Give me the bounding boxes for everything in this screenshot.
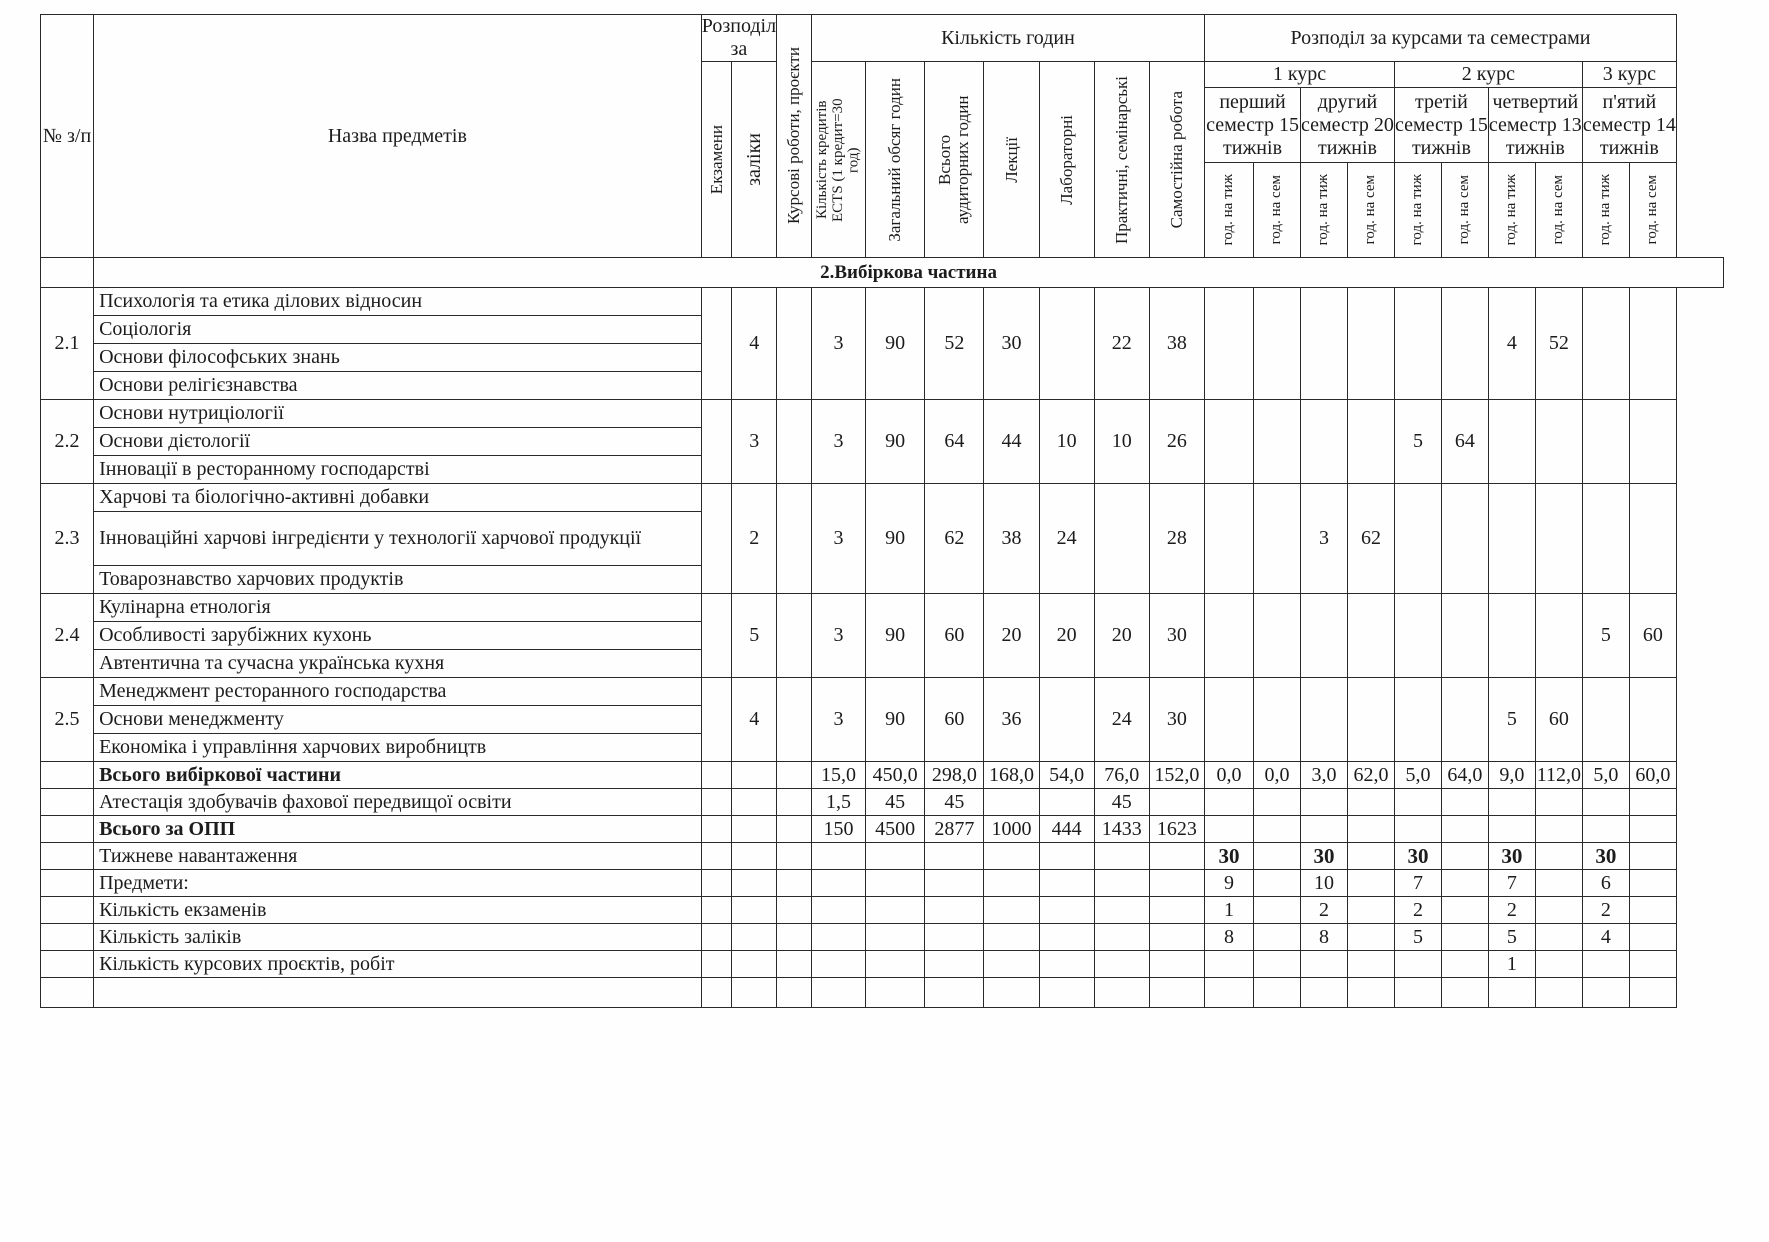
- semester-5-header: п'ятий семестр 14 тижнів: [1582, 88, 1676, 163]
- sem-cell: [1488, 484, 1535, 594]
- lab-cell: 20: [1039, 594, 1094, 678]
- summary-label: Кількість курсових проєктів, робіт: [94, 951, 702, 978]
- sem-cell: 3: [1301, 484, 1348, 594]
- sem-cell: [1394, 484, 1441, 594]
- subject-name: Товарознавство харчових продуктів: [94, 566, 702, 594]
- sem-cell: 4: [1488, 288, 1535, 400]
- subject-name: Кулінарна етнологія: [94, 594, 702, 622]
- total-cell: 90: [866, 678, 925, 762]
- pract-cell: 10: [1094, 400, 1149, 484]
- sem-cell: [1488, 400, 1535, 484]
- sem-total-cell: 5,0: [1394, 762, 1441, 789]
- course-2-header: 2 курс: [1394, 62, 1582, 88]
- total-elective-row: [41, 762, 1724, 789]
- table-row: [41, 678, 1724, 706]
- sem-cell: [1582, 484, 1629, 594]
- col-num-header: № з/п: [41, 15, 94, 258]
- sem-cell: [1254, 288, 1301, 400]
- summary-value: 7: [1488, 870, 1535, 897]
- sem-cell: 5: [1488, 678, 1535, 762]
- group-code: 2.5: [41, 678, 94, 762]
- labs-header: Лабораторні: [1039, 62, 1094, 258]
- self-work-header: Самостійна робота: [1149, 62, 1204, 258]
- ects-cell: 3: [811, 484, 865, 594]
- rozpodil-header: Розподіл за: [701, 15, 777, 60]
- curriculum-table: [40, 14, 1724, 1008]
- summary-value: 1: [1488, 951, 1535, 978]
- summary-row: [41, 951, 1724, 978]
- course-3-header: 3 курс: [1582, 62, 1676, 88]
- rozpodil-kursy-header: Розподіл за курсами та семестрами: [1205, 15, 1677, 62]
- sem-total-cell: 3,0: [1301, 762, 1348, 789]
- sem-cell: 60: [1535, 678, 1582, 762]
- sem-cell: [1441, 484, 1488, 594]
- self-cell: 26: [1149, 400, 1204, 484]
- subject-name: Основи релігієзнавства: [94, 372, 702, 400]
- practice-header: Практичні, семінарські: [1094, 62, 1149, 258]
- sem-cell: [1441, 288, 1488, 400]
- sem-cell: [1205, 484, 1254, 594]
- total-cell: 4500: [866, 816, 925, 843]
- total-cell: 1623: [1149, 816, 1204, 843]
- semester-2-header: другий семестр 20 тижнів: [1301, 88, 1395, 163]
- lect-cell: 30: [984, 288, 1039, 400]
- kilkist-hodyn-header: Кількість годин: [811, 15, 1204, 62]
- sem-cell: [1205, 400, 1254, 484]
- attestation-pract: 45: [1094, 789, 1149, 816]
- summary-value: 30: [1205, 843, 1254, 870]
- total-cell: 54,0: [1039, 762, 1094, 789]
- summary-value: 2: [1301, 897, 1348, 924]
- per-week-header: год. на тиж: [1301, 163, 1348, 258]
- subject-name: Психологія та етика ділових відносин: [94, 288, 702, 316]
- subject-name: Основи філософських знань: [94, 344, 702, 372]
- lab-cell: 10: [1039, 400, 1094, 484]
- summary-value: [1582, 951, 1629, 978]
- lect-cell: 44: [984, 400, 1039, 484]
- lab-cell: 24: [1039, 484, 1094, 594]
- semester-1-header: перший семестр 15 тижнів: [1205, 88, 1301, 163]
- sem-cell: [1347, 678, 1394, 762]
- sem-cell: [1629, 288, 1676, 400]
- summary-value: 30: [1301, 843, 1348, 870]
- sem-cell: [1394, 594, 1441, 678]
- summary-value: 1: [1205, 897, 1254, 924]
- summary-value: 9: [1205, 870, 1254, 897]
- summary-value: [1394, 951, 1441, 978]
- sem-cell: 60: [1629, 594, 1676, 678]
- aud-cell: 60: [925, 594, 984, 678]
- per-sem-header: год. на сем: [1254, 163, 1301, 258]
- sem-cell: [1535, 400, 1582, 484]
- section-row: [41, 258, 1724, 288]
- sem-cell: 5: [1582, 594, 1629, 678]
- summary-label: Тижневе навантаження: [94, 843, 702, 870]
- sem-cell: [1441, 594, 1488, 678]
- ects-cell: 3: [811, 594, 865, 678]
- summary-label: Кількість екзаменів: [94, 897, 702, 924]
- total-elective-label: Всього вибіркової частини: [94, 762, 702, 789]
- pract-cell: [1094, 484, 1149, 594]
- self-cell: 30: [1149, 678, 1204, 762]
- lect-cell: 36: [984, 678, 1039, 762]
- subject-name: Особливості зарубіжних кухонь: [94, 622, 702, 650]
- summary-value: 5: [1394, 924, 1441, 951]
- subject-name: Харчові та біологічно-активні добавки: [94, 484, 702, 512]
- subject-name: Основи дієтології: [94, 428, 702, 456]
- sem-cell: 64: [1441, 400, 1488, 484]
- aud-cell: 64: [925, 400, 984, 484]
- semester-4-header: четвертий семестр 13 тижнів: [1488, 88, 1582, 163]
- total-cell: 444: [1039, 816, 1094, 843]
- col-name-header: Назва предметів: [94, 15, 702, 258]
- sem-cell: [1205, 678, 1254, 762]
- lectures-header: Лекції: [984, 62, 1039, 258]
- lab-cell: [1039, 288, 1094, 400]
- total-opp-label: Всього за ОПП: [94, 816, 702, 843]
- sem-cell: [1254, 678, 1301, 762]
- sem-cell: [1301, 288, 1348, 400]
- total-cell: 2877: [925, 816, 984, 843]
- total-cell: 90: [866, 400, 925, 484]
- table-row: [41, 484, 1724, 512]
- attestation-aud: 45: [925, 789, 984, 816]
- sem-total-cell: 0,0: [1254, 762, 1301, 789]
- attestation-ects: 1,5: [811, 789, 865, 816]
- sem-total-cell: 64,0: [1441, 762, 1488, 789]
- aud-cell: 60: [925, 678, 984, 762]
- summary-label: Предмети:: [94, 870, 702, 897]
- pract-cell: 20: [1094, 594, 1149, 678]
- group-code: 2.4: [41, 594, 94, 678]
- summary-value: 8: [1301, 924, 1348, 951]
- total-cell: 1000: [984, 816, 1039, 843]
- group-code: 2.3: [41, 484, 94, 594]
- total-cell: 90: [866, 484, 925, 594]
- lab-cell: [1039, 678, 1094, 762]
- zalik-cell: 4: [732, 288, 777, 400]
- self-cell: 30: [1149, 594, 1204, 678]
- sem-cell: 5: [1394, 400, 1441, 484]
- total-cell: 298,0: [925, 762, 984, 789]
- sem-cell: [1441, 678, 1488, 762]
- sem-cell: [1254, 484, 1301, 594]
- ects-header: Кількість кредитів ECTS (1 кредит=30 год): [811, 62, 865, 258]
- per-sem-header: год. на сем: [1441, 163, 1488, 258]
- aud-cell: 52: [925, 288, 984, 400]
- summary-value: 2: [1582, 897, 1629, 924]
- sem-cell: 62: [1347, 484, 1394, 594]
- total-cell: 90: [866, 288, 925, 400]
- ects-cell: 3: [811, 400, 865, 484]
- attestation-row: [41, 789, 1724, 816]
- ects-cell: 3: [811, 288, 865, 400]
- sem-cell: [1488, 594, 1535, 678]
- total-cell: 152,0: [1149, 762, 1204, 789]
- course-1-header: 1 курс: [1205, 62, 1395, 88]
- per-week-header: год. на тиж: [1394, 163, 1441, 258]
- sem-cell: [1347, 594, 1394, 678]
- sem-cell: [1205, 288, 1254, 400]
- group-code: 2.1: [41, 288, 94, 400]
- total-hours-header: Загальний обсяг годин: [866, 62, 925, 258]
- total-cell: 450,0: [866, 762, 925, 789]
- per-sem-header: год. на сем: [1347, 163, 1394, 258]
- total-cell: 1433: [1094, 816, 1149, 843]
- sem-cell: [1301, 678, 1348, 762]
- sem-total-cell: 9,0: [1488, 762, 1535, 789]
- sem-cell: [1582, 678, 1629, 762]
- zaliky-header: заліки: [732, 62, 777, 258]
- summary-value: 5: [1488, 924, 1535, 951]
- zalik-cell: 2: [732, 484, 777, 594]
- pract-cell: 22: [1094, 288, 1149, 400]
- table-row: [41, 400, 1724, 428]
- sem-cell: [1582, 288, 1629, 400]
- sem-cell: [1254, 400, 1301, 484]
- per-week-header: год. на тиж: [1205, 163, 1254, 258]
- attestation-label: Атестація здобувачів фахової передвищої освіти: [94, 789, 702, 816]
- sem-cell: [1347, 288, 1394, 400]
- sem-cell: [1254, 594, 1301, 678]
- subject-name: Економіка і управління харчових виробництв: [94, 734, 702, 762]
- sem-cell: [1394, 288, 1441, 400]
- summary-value: 10: [1301, 870, 1348, 897]
- total-cell: 15,0: [811, 762, 865, 789]
- subject-name: Автентична та сучасна українська кухня: [94, 650, 702, 678]
- total-cell: 150: [811, 816, 865, 843]
- summary-value: 2: [1488, 897, 1535, 924]
- per-week-header: год. на тиж: [1582, 163, 1629, 258]
- exams-header: Екзамени: [701, 62, 732, 258]
- sem-total-cell: 62,0: [1347, 762, 1394, 789]
- attestation-total: 45: [866, 789, 925, 816]
- sem-cell: [1629, 484, 1676, 594]
- section-title: 2.Вибіркова частина: [94, 258, 1724, 288]
- total-cell: 90: [866, 594, 925, 678]
- summary-value: [1205, 951, 1254, 978]
- lect-cell: 20: [984, 594, 1039, 678]
- sem-total-cell: 112,0: [1535, 762, 1582, 789]
- subject-name: Основи нутриціології: [94, 400, 702, 428]
- subject-name: Інновації в ресторанному господарстві: [94, 456, 702, 484]
- summary-value: 30: [1582, 843, 1629, 870]
- sem-cell: [1347, 400, 1394, 484]
- sem-cell: [1629, 678, 1676, 762]
- sem-cell: [1629, 400, 1676, 484]
- summary-value: 2: [1394, 897, 1441, 924]
- sem-cell: [1205, 594, 1254, 678]
- self-cell: 28: [1149, 484, 1204, 594]
- subject-name: Інноваційні харчові інгредієнти у технології харчової продукції: [94, 512, 702, 566]
- summary-value: [1301, 951, 1348, 978]
- sem-total-cell: 60,0: [1629, 762, 1676, 789]
- total-opp-row: [41, 816, 1724, 843]
- subject-name: Основи менеджменту: [94, 706, 702, 734]
- summary-row: [41, 897, 1724, 924]
- sem-cell: [1301, 594, 1348, 678]
- summary-value: 4: [1582, 924, 1629, 951]
- sem-cell: 52: [1535, 288, 1582, 400]
- summary-value: 8: [1205, 924, 1254, 951]
- sem-cell: [1535, 484, 1582, 594]
- pract-cell: 24: [1094, 678, 1149, 762]
- aud-cell: 62: [925, 484, 984, 594]
- sem-cell: [1535, 594, 1582, 678]
- lect-cell: 38: [984, 484, 1039, 594]
- sem-cell: [1394, 678, 1441, 762]
- group-code: 2.2: [41, 400, 94, 484]
- total-cell: 168,0: [984, 762, 1039, 789]
- zalik-cell: 3: [732, 400, 777, 484]
- summary-value: 7: [1394, 870, 1441, 897]
- sem-total-cell: 5,0: [1582, 762, 1629, 789]
- summary-row: [41, 924, 1724, 951]
- header-row-1: [41, 15, 1724, 62]
- sem-cell: [1301, 400, 1348, 484]
- zalik-cell: 4: [732, 678, 777, 762]
- subject-name: Соціологія: [94, 316, 702, 344]
- total-cell: 76,0: [1094, 762, 1149, 789]
- course-works-header: Курсові роботи, проєкти: [777, 15, 812, 258]
- aud-hours-header: Всього аудиторних годин: [925, 62, 984, 258]
- summary-label: Кількість заліків: [94, 924, 702, 951]
- semester-3-header: третій семестр 15 тижнів: [1394, 88, 1488, 163]
- sem-total-cell: 0,0: [1205, 762, 1254, 789]
- summary-row: [41, 870, 1724, 897]
- summary-value: 6: [1582, 870, 1629, 897]
- summary-value: 30: [1394, 843, 1441, 870]
- summary-value: 30: [1488, 843, 1535, 870]
- summary-row: [41, 843, 1724, 870]
- empty-row: [41, 978, 1724, 1008]
- ects-cell: 3: [811, 678, 865, 762]
- table-row: [41, 288, 1724, 316]
- self-cell: 38: [1149, 288, 1204, 400]
- zalik-cell: 5: [732, 594, 777, 678]
- subject-name: Менеджмент ресторанного господарства: [94, 678, 702, 706]
- per-sem-header: год. на сем: [1629, 163, 1676, 258]
- table-row: [41, 594, 1724, 622]
- sem-cell: [1582, 400, 1629, 484]
- per-sem-header: год. на сем: [1535, 163, 1582, 258]
- per-week-header: год. на тиж: [1488, 163, 1535, 258]
